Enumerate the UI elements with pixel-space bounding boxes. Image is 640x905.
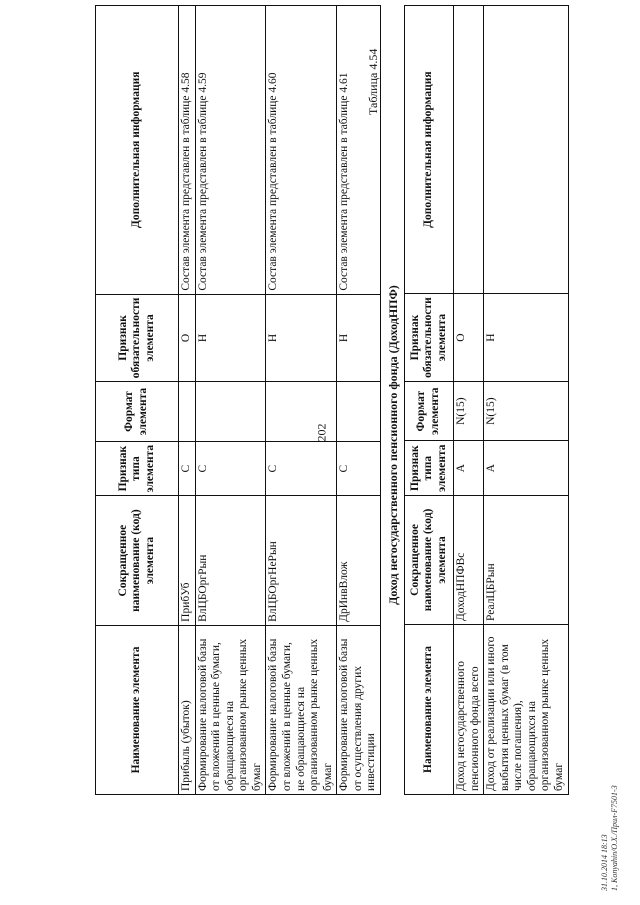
cell-info [454, 6, 484, 294]
cell-name: Доход негосударственного пенсионного фонда всего [454, 625, 484, 795]
table-row [484, 6, 568, 795]
cell-required: Н [266, 294, 337, 382]
cell-required: Н [484, 294, 568, 382]
cell-code: ВлЦБОргРын [195, 496, 266, 626]
table-header-row [96, 6, 179, 795]
table-caption: Таблица 4.54 [366, 48, 380, 115]
header-required: Признак обязательности элемента [96, 294, 179, 382]
cell-format [179, 382, 196, 442]
header-info: Дополнительная информация [405, 6, 454, 294]
cell-type: А [484, 441, 568, 495]
cell-info: Состав элемента представлен в таблице 4.61 [337, 6, 381, 295]
cell-info: Состав элемента представлен в таблице 4.58 [179, 6, 196, 295]
table-row [266, 6, 337, 795]
cell-info: Состав элемента представлен в таблице 4.60 [266, 6, 337, 295]
table-row [337, 6, 381, 795]
table-row [454, 6, 484, 795]
header-name: Наименование элемента [405, 625, 454, 795]
cell-type: С [179, 441, 196, 495]
cell-code: ДрИнвВлож [337, 496, 381, 626]
cell-code: РеалЦБРын [484, 495, 568, 624]
cell-name: Формирование налоговой базы от вложений в ценные бумаги, не обращающиеся на организованном рынке ценных бумаг [266, 625, 337, 794]
header-format: Формат элемента [405, 381, 454, 441]
cell-code: ПрибУб [179, 496, 196, 626]
header-code: Сокращенное наименование (код) элемента [405, 495, 454, 624]
cell-code: ДоходНПФВс [454, 495, 484, 624]
cell-name: Доход от реализации или иного выбытия ценных бумаг (в том числе погашения), обращающихся на организованном рынке ценных бумаг [484, 625, 568, 795]
cell-type: С [337, 441, 381, 495]
cell-format [266, 382, 337, 442]
cell-format [195, 382, 266, 442]
print-stamp-path: 1, Konyahin/O.X./Прил-F7501-3 [609, 785, 619, 891]
cell-format [337, 382, 381, 442]
cell-format: N(15) [454, 381, 484, 441]
cell-required: Н [337, 294, 381, 382]
page-number-text: 202 [314, 423, 329, 441]
cell-name: Прибыль (убыток) [179, 625, 196, 794]
table-row [179, 6, 196, 795]
elements-table-2 [404, 5, 569, 795]
cell-type: С [266, 441, 337, 495]
table-header-row [405, 6, 454, 795]
cell-type: А [454, 441, 484, 495]
cell-code: ВлЦБОргНеРын [266, 496, 337, 626]
table-title: Доход негосударственного пенсионного фонда (ДоходНПФ) [386, 285, 400, 605]
cell-required: Н [195, 294, 266, 382]
header-format: Формат элемента [96, 382, 179, 442]
header-required: Признак обязательности элемента [405, 294, 454, 382]
print-stamp [600, 785, 619, 891]
table-row [195, 6, 266, 795]
header-name: Наименование элемента [96, 625, 179, 794]
cell-name: Формирование налоговой базы от осуществления других инвестиции [337, 625, 381, 794]
header-type: Признак типа элемента [405, 441, 454, 495]
elements-table-1 [95, 5, 381, 795]
cell-name: Формирование налоговой базы от вложений в ценные бумаги, обращающиеся на организованном рынке ценных бумаг [195, 625, 266, 794]
cell-required: О [454, 294, 484, 382]
cell-required: О [179, 294, 196, 382]
header-code: Сокращенное наименование (код) элемента [96, 496, 179, 626]
header-info: Дополнительная информация [96, 6, 179, 295]
cell-type: С [195, 441, 266, 495]
cell-info: Состав элемента представлен в таблице 4.59 [195, 6, 266, 295]
print-stamp-date: 31.10.2014 18:13 [600, 834, 609, 891]
cell-info [484, 6, 568, 294]
header-type: Признак типа элемента [96, 441, 179, 495]
cell-format: N(15) [484, 381, 568, 441]
